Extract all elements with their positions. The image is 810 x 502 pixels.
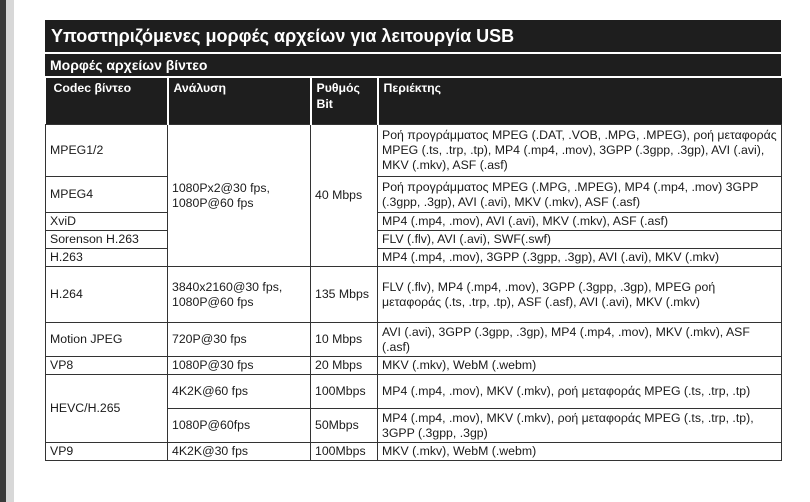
document-page	[45, 20, 781, 461]
resolution-cell: 720P@30 fps	[168, 323, 311, 357]
video-formats-table	[45, 78, 782, 461]
section-title: Μορφές αρχείων βίντεο	[45, 54, 781, 76]
codec-cell: MPEG1/2	[46, 125, 168, 177]
table-row	[46, 375, 782, 409]
container-cell: AVI (.avi), 3GPP (.3gpp, .3gp), MP4 (.mp4, .mov), MKV (.mkv), ASF (.asf)	[378, 323, 782, 357]
resolution-cell: 1080Px2@30 fps, 1080P@60 fps	[168, 125, 311, 267]
table-row	[46, 323, 782, 357]
bitrate-cell: 20 Mbps	[311, 357, 378, 375]
resolution-cell: 4K2K@30 fps	[168, 443, 311, 461]
codec-cell: H.263	[46, 249, 168, 267]
table-row	[46, 177, 782, 213]
container-cell: MKV (.mkv), WebM (.webm)	[378, 357, 782, 375]
codec-cell: Sorenson H.263	[46, 231, 168, 249]
container-cell: FLV (.flv), MP4 (.mp4, .mov), 3GPP (.3gpp, .3gp), MPEG ροή μεταφοράς (.ts, .trp, .tp), ASF (.asf), AVI (.avi), MKV (.mkv)	[378, 267, 782, 323]
table-row	[46, 443, 782, 461]
codec-cell: Motion JPEG	[46, 323, 168, 357]
codec-cell: VP8	[46, 357, 168, 375]
bitrate-cell: 40 Mbps	[311, 125, 378, 267]
header-container: Περιέκτης	[378, 78, 782, 125]
bitrate-cell: 100Mbps	[311, 375, 378, 409]
container-cell: MP4 (.mp4, .mov), MKV (.mkv), ροή μεταφοράς MPEG (.ts, .trp, .tp), 3GPP (.3gpp, .3gp)	[378, 409, 782, 443]
container-cell: MKV (.mkv), WebM (.webm)	[378, 443, 782, 461]
codec-cell: HEVC/H.265	[46, 375, 168, 443]
header-resolution: Ανάλυση	[168, 78, 311, 125]
bitrate-cell: 50Mbps	[311, 409, 378, 443]
table-row	[46, 267, 782, 323]
table-row	[46, 125, 782, 177]
header-bitrate: Ρυθμός Bit	[311, 78, 378, 125]
container-cell: Ροή προγράμματος MPEG (.DAT, .VOB, .MPG, .MPEG), ροή μεταφοράς MPEG (.ts, .trp, .tp), MP4 (.mp4, .mov), 3GPP (.3gpp, .3gp), AVI (.avi), MKV (.mkv), ASF (.asf)	[378, 125, 782, 177]
resolution-cell: 1080P@30 fps	[168, 357, 311, 375]
table-header-row	[46, 78, 782, 125]
resolution-cell: 3840x2160@30 fps, 1080P@60 fps	[168, 267, 311, 323]
bitrate-cell: 10 Mbps	[311, 323, 378, 357]
window-edge-shadow	[6, 0, 14, 502]
codec-cell: VP9	[46, 443, 168, 461]
container-cell: MP4 (.mp4, .mov), MKV (.mkv), ροή μεταφοράς MPEG (.ts, .trp, .tp)	[378, 375, 782, 409]
container-cell: Ροή προγράμματος MPEG (.MPG, .MPEG), MP4 (.mp4, .mov) 3GPP (.3gpp, .3gp), AVI (.avi), MKV (.mkv), ASF (.asf)	[378, 177, 782, 213]
container-cell: MP4 (.mp4, .mov), 3GPP (.3gpp, .3gp), AVI (.avi), MKV (.mkv)	[378, 249, 782, 267]
header-codec: Codec βίντεο	[46, 78, 168, 125]
container-cell: MP4 (.mp4, .mov), AVI (.avi), MKV (.mkv), ASF (.asf)	[378, 213, 782, 231]
table-row	[46, 357, 782, 375]
resolution-cell: 1080P@60fps	[168, 409, 311, 443]
codec-cell: H.264	[46, 267, 168, 323]
page-title: Υποστηριζόμενες μορφές αρχείων για λειτουργία USB	[45, 20, 781, 52]
table-row	[46, 231, 782, 249]
resolution-cell: 4K2K@60 fps	[168, 375, 311, 409]
table-row	[46, 213, 782, 231]
container-cell: FLV (.flv), AVI (.avi), SWF(.swf)	[378, 231, 782, 249]
codec-cell: XviD	[46, 213, 168, 231]
codec-cell: MPEG4	[46, 177, 168, 213]
bitrate-cell: 100Mbps	[311, 443, 378, 461]
table-row	[46, 249, 782, 267]
bitrate-cell: 135 Mbps	[311, 267, 378, 323]
